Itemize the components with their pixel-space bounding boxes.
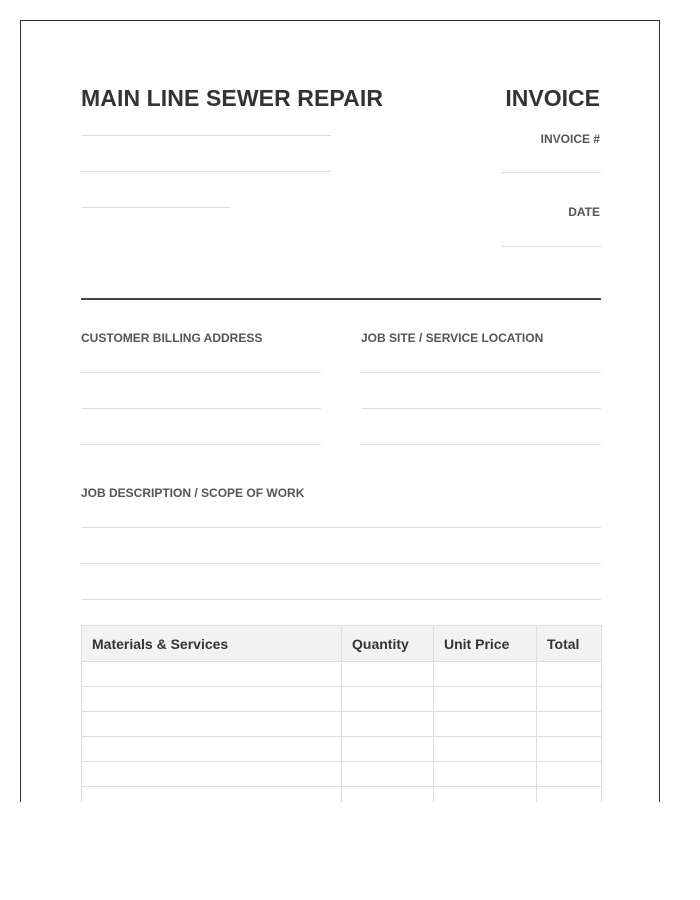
table-cell[interactable] [342, 712, 434, 737]
table-cell[interactable] [342, 687, 434, 712]
invoice-number-label: INVOICE # [540, 132, 600, 146]
table-cell[interactable] [434, 787, 537, 803]
date-label: DATE [568, 205, 600, 219]
table-row [82, 737, 602, 762]
table-cell[interactable] [434, 662, 537, 687]
job-site-line-3[interactable] [361, 444, 601, 445]
billing-address-line-2[interactable] [81, 408, 321, 409]
table-cell[interactable] [434, 712, 537, 737]
table-cell[interactable] [82, 712, 342, 737]
column-header-quantity: Quantity [342, 626, 434, 662]
table-row [82, 787, 602, 803]
table-cell[interactable] [537, 662, 602, 687]
table-cell[interactable] [342, 762, 434, 787]
invoice-page [20, 20, 660, 802]
table-cell[interactable] [342, 737, 434, 762]
table-cell[interactable] [434, 687, 537, 712]
table-cell[interactable] [82, 787, 342, 803]
table-header-row [82, 626, 602, 662]
table-cell[interactable] [537, 787, 602, 803]
billing-address-label: CUSTOMER BILLING ADDRESS [81, 331, 263, 345]
billing-address-line-1[interactable] [81, 372, 321, 373]
table-cell[interactable] [82, 737, 342, 762]
job-description-line-1[interactable] [81, 527, 601, 528]
table-row [82, 662, 602, 687]
date-field[interactable] [501, 246, 601, 247]
table-cell[interactable] [342, 787, 434, 803]
column-header-materials-services: Materials & Services [82, 626, 342, 662]
table-cell[interactable] [434, 737, 537, 762]
table-cell[interactable] [537, 737, 602, 762]
billing-address-line-3[interactable] [81, 444, 321, 445]
invoice-number-field[interactable] [501, 172, 601, 173]
job-site-line-2[interactable] [361, 408, 601, 409]
table-cell[interactable] [82, 662, 342, 687]
invoice-title: INVOICE [505, 85, 600, 111]
table-cell[interactable] [82, 762, 342, 787]
job-description-line-2[interactable] [81, 563, 601, 564]
table-cell[interactable] [434, 762, 537, 787]
column-header-total: Total [537, 626, 602, 662]
job-site-line-1[interactable] [361, 372, 601, 373]
table-cell[interactable] [537, 712, 602, 737]
header-divider [81, 298, 601, 300]
company-address-line-3[interactable] [81, 207, 231, 208]
column-header-unit-price: Unit Price [434, 626, 537, 662]
company-address-line-2[interactable] [81, 171, 331, 172]
table-row [82, 712, 602, 737]
job-site-label: JOB SITE / SERVICE LOCATION [361, 331, 544, 345]
company-address-line-1[interactable] [81, 135, 331, 136]
company-name: MAIN LINE SEWER REPAIR [81, 85, 384, 111]
table-row [82, 762, 602, 787]
table-cell[interactable] [82, 687, 342, 712]
table-cell[interactable] [342, 662, 434, 687]
table-cell[interactable] [537, 762, 602, 787]
table-row [82, 687, 602, 712]
job-description-label: JOB DESCRIPTION / SCOPE OF WORK [81, 486, 305, 500]
job-description-line-3[interactable] [81, 599, 601, 600]
materials-services-table [81, 625, 602, 802]
table-cell[interactable] [537, 687, 602, 712]
